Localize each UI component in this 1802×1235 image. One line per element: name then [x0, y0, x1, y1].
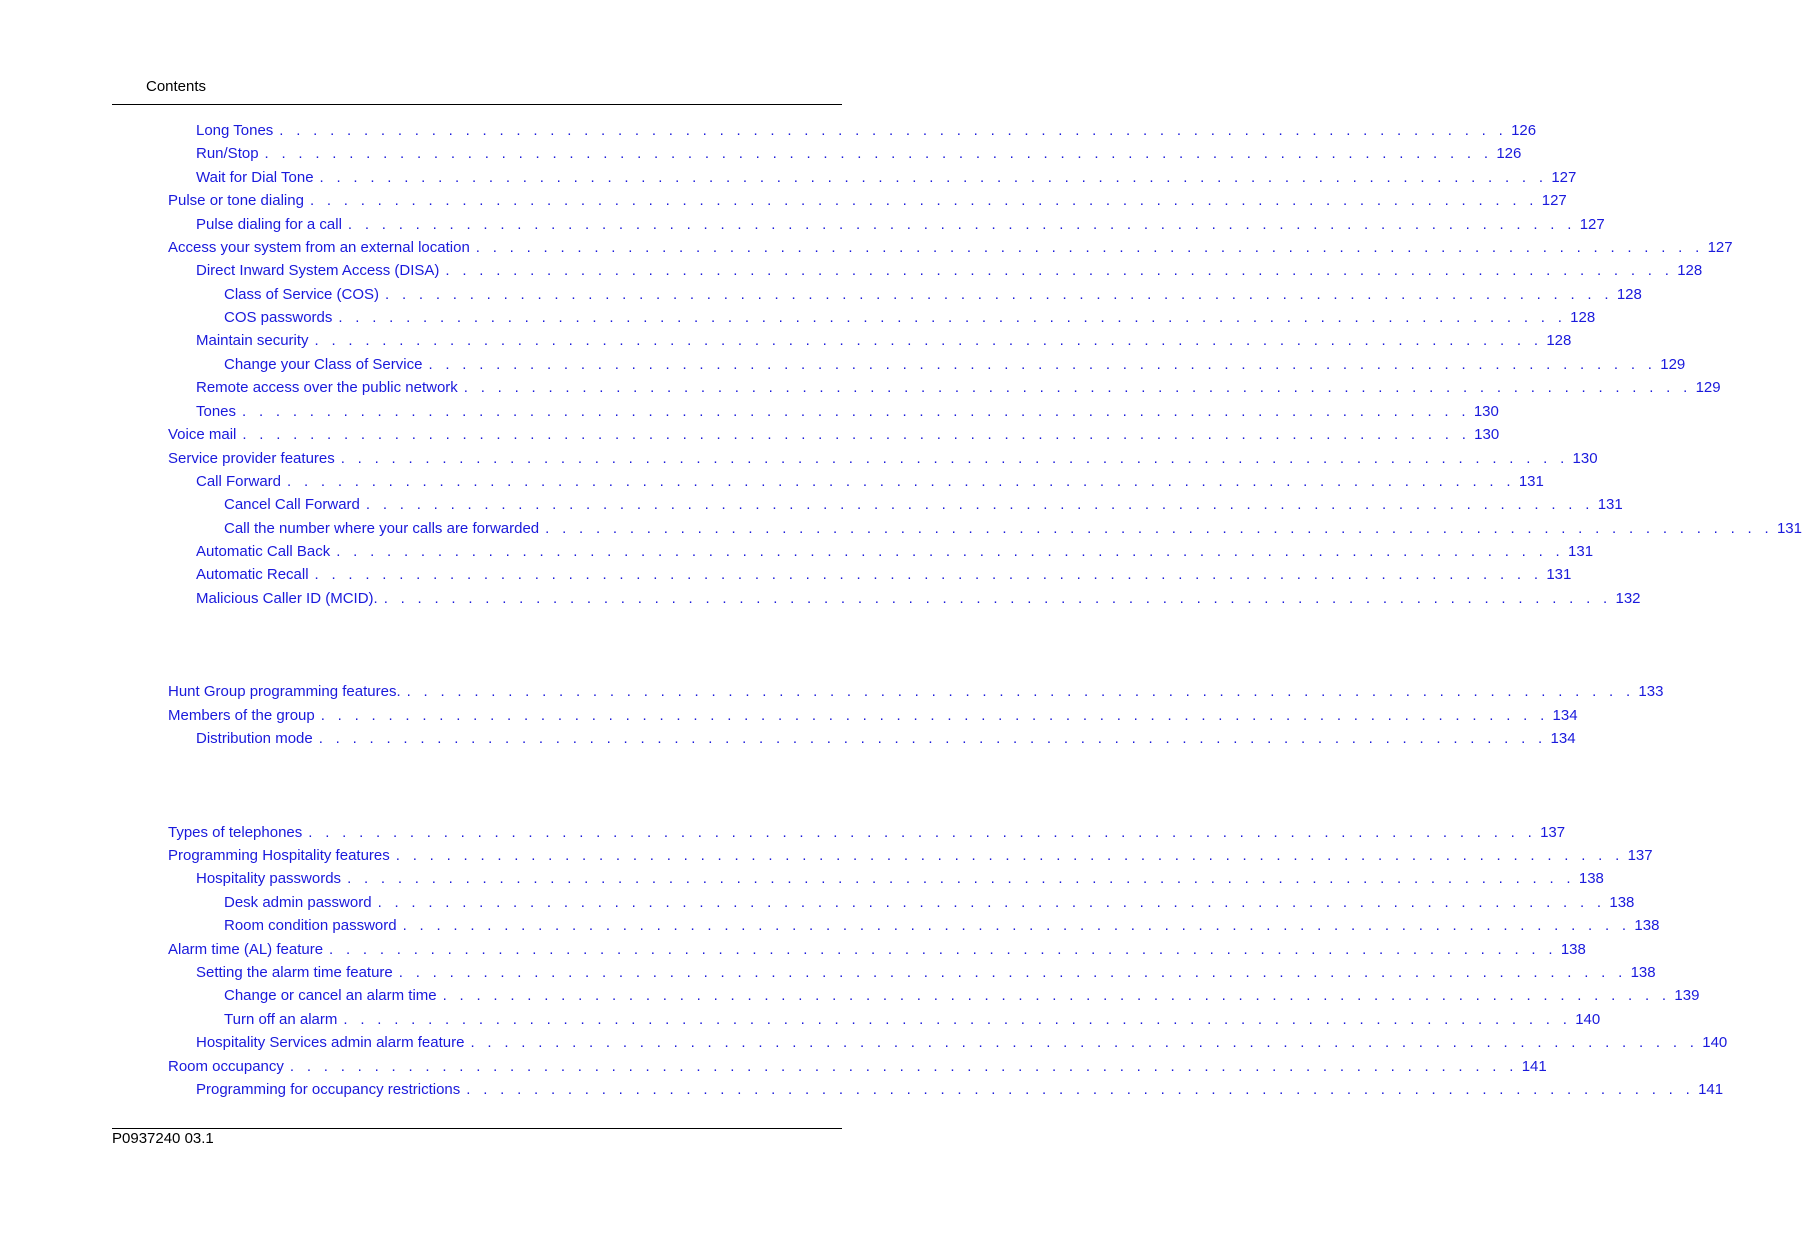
toc-entry-page-number: 138 — [1560, 941, 1586, 958]
toc-dot-leader: . . . . . . . . . . . . . . . . . . . . . . . . . . . . . . . . . . . . . . . . . . . . . . . . . . . . . . . . . . . . . . . . . . . . . . . . . — [347, 216, 1576, 233]
toc-dot-leader: . . . . . . . . . . . . . . . . . . . . . . . . . . . . . . . . . . . . . . . . . . . . . . . . . . . . . . . . . . . . . . . . . . . . . . . . . — [314, 566, 1543, 583]
toc-entry-page-number: 129 — [1695, 379, 1721, 396]
toc-dot-leader: . . . . . . . . . . . . . . . . . . . . . . . . . . . . . . . . . . . . . . . . . . . . . . . . . . . . . . . . . . . . . . . . . . . . . . . . . — [336, 543, 1565, 560]
toc-entry[interactable] — [196, 143, 1522, 165]
toc-entry-page-number: 130 — [1473, 403, 1499, 420]
toc-dot-leader: . . . . . . . . . . . . . . . . . . . . . . . . . . . . . . . . . . . . . . . . . . . . . . . . . . . . . . . . . . . . . . . . . . . . . . . . . — [338, 309, 1567, 326]
toc-dot-leader: . . . . . . . . . . . . . . . . . . . . . . . . . . . . . . . . . . . . . . . . . . . . . . . . . . . . . . . . . . . . . . . . . . . . . . . . . — [347, 870, 1575, 887]
toc-entry[interactable] — [196, 1079, 1724, 1101]
toc-entry[interactable] — [196, 377, 1721, 399]
toc-entry[interactable] — [196, 401, 1499, 423]
toc-entry-page-number: 131 — [1597, 496, 1623, 513]
toc-entry-page-number: 130 — [1474, 426, 1500, 443]
toc-entry[interactable] — [168, 705, 1578, 727]
toc-entry[interactable] — [196, 1032, 1728, 1054]
toc-dot-leader: . . . . . . . . . . . . . . . . . . . . . . . . . . . . . . . . . . . . . . . . . . . . . . . . . . . . . . . . . . . . . . . . . . . . . . . . . — [445, 262, 1674, 279]
toc-entry-label: Members of the group — [168, 707, 315, 724]
toc-entry[interactable] — [224, 494, 1623, 516]
toc-entry[interactable] — [196, 588, 1641, 610]
toc-dot-leader: . . . . . . . . . . . . . . . . . . . . . . . . . . . . . . . . . . . . . . . . . . . . . . . . . . . . . . . . . . . . . . . . . . . . . . . . . — [442, 987, 1671, 1004]
toc-dot-leader: . . . . . . . . . . . . . . . . . . . . . . . . . . . . . . . . . . . . . . . . . . . . . . . . . . . . . . . . . . . . . . . . . . . . . . . . . — [340, 450, 1569, 467]
toc-dot-leader: . . . . . . . . . . . . . . . . . . . . . . . . . . . . . . . . . . . . . . . . . . . . . . . . . . . . . . . . . . . . . . . . . . . . . . . . . — [385, 286, 1613, 303]
toc-entry-label: Room condition password — [224, 917, 397, 934]
toc-entry-label: Distribution mode — [196, 730, 313, 747]
toc-dot-leader: . . . . . . . . . . . . . . . . . . . . . . . . . . . . . . . . . . . . . . . . . . . . . . . . . . . . . . . . . . . . . . . . . . . . . . . . . — [395, 847, 1624, 864]
toc-dot-leader: . . . . . . . . . . . . . . . . . . . . . . . . . . . . . . . . . . . . . . . . . . . . . . . . . . . . . . . . . . . . . . . . . . . . . . . . . — [287, 473, 1515, 490]
toc-entry-page-number: 140 — [1702, 1034, 1728, 1051]
toc-entry-page-number: 138 — [1578, 870, 1604, 887]
toc-entry[interactable] — [168, 190, 1567, 212]
toc-entry-label: Hospitality passwords — [196, 870, 342, 887]
toc-dot-leader: . . . . . . . . . . . . . . . . . . . . . . . . . . . . . . . . . . . . . . . . . . . . . . . . . . . . . . . . . . . . . . . . . . . . . . . . . — [314, 332, 1543, 349]
toc-dot-leader: . . . . . . . . . . . . . . . . . . . . . . . . . . . . . . . . . . . . . . . . . . . . . . . . . . . . . . . . . . . . . . . . . . . . . . . . . — [545, 520, 1773, 537]
toc-entry-page-number: 138 — [1634, 917, 1660, 934]
toc-entry[interactable] — [224, 284, 1642, 306]
toc-entry-label: Room occupancy — [168, 1058, 284, 1075]
toc-entry-label: Turn off an alarm — [224, 1011, 338, 1028]
toc-entry-label: Programming Hospitality features — [168, 847, 390, 864]
toc-dot-leader: . . . . . . . . . . . . . . . . . . . . . . . . . . . . . . . . . . . . . . . . . . . . . . . . . . . . . . . . . . . . . . . . . . . . . . . . . — [308, 824, 1537, 841]
toc-entry-label: Change or cancel an alarm time — [224, 987, 437, 1004]
toc-entry-page-number: 128 — [1570, 309, 1596, 326]
toc-dot-leader: . . . . . . . . . . . . . . . . . . . . . . . . . . . . . . . . . . . . . . . . . . . . . . . . . . . . . . . . . . . . . . . . . . . . . . . . . — [242, 403, 1470, 420]
toc-entry-label: Service provider features — [168, 450, 335, 467]
toc-entry-label: Remote access over the public network — [196, 379, 458, 396]
toc-entry-page-number: 131 — [1546, 566, 1572, 583]
toc-dot-leader: . . . . . . . . . . . . . . . . . . . . . . . . . . . . . . . . . . . . . . . . . . . . . . . . . . . . . . . . . . . . . . . . . . . . . . . . . — [343, 1011, 1572, 1028]
toc-entry[interactable] — [196, 214, 1605, 236]
toc-entry-label: Change your Class of Service — [224, 356, 423, 373]
toc-dot-leader: . . . . . . . . . . . . . . . . . . . . . . . . . . . . . . . . . . . . . . . . . . . . . . . . . . . . . . . . . . . . . . . . . . . . . . . . . — [398, 964, 1627, 981]
toc-entry[interactable] — [196, 120, 1537, 142]
toc-entry-page-number: 126 — [1496, 145, 1522, 162]
toc-entry[interactable] — [224, 892, 1635, 914]
toc-entry[interactable] — [196, 868, 1604, 890]
toc-entry-page-number: 128 — [1546, 332, 1572, 349]
toc-entry[interactable] — [168, 1056, 1547, 1078]
toc-entry-label: Tones — [196, 403, 237, 420]
page-header-title: Contents — [146, 78, 207, 95]
toc-entry-label: Malicious Caller ID (MCID). — [196, 590, 378, 607]
toc-dot-leader: . . . . . . . . . . . . . . . . . . . . . . . . . . . . . . . . . . . . . . . . . . . . . . . . . . . . . . . . . . . . . . . . . . . . . . . . . — [475, 239, 1704, 256]
toc-entry-label: Cancel Call Forward — [224, 496, 360, 513]
toc-entry-label: Automatic Recall — [196, 566, 309, 583]
toc-entry-page-number: 127 — [1707, 239, 1733, 256]
toc-entry-label: Voice mail — [168, 426, 237, 443]
toc-dot-leader: . . . . . . . . . . . . . . . . . . . . . . . . . . . . . . . . . . . . . . . . . . . . . . . . . . . . . . . . . . . . . . . . . . . . . . . . . — [279, 122, 1508, 139]
toc-entry-label: Call the number where your calls are forwarded — [224, 520, 540, 537]
toc-entry-label: Direct Inward System Access (DISA) — [196, 262, 440, 279]
toc-entry-label: Call Forward — [196, 473, 282, 490]
toc-entry-label: Types of telephones — [168, 824, 303, 841]
toc-entry-page-number: 131 — [1568, 543, 1594, 560]
toc-entry-page-number: 126 — [1511, 122, 1537, 139]
toc-entry[interactable] — [196, 564, 1572, 586]
toc-dot-leader: . . . . . . . . . . . . . . . . . . . . . . . . . . . . . . . . . . . . . . . . . . . . . . . . . . . . . . . . . . . . . . . . . . . . . . . . . — [402, 917, 1631, 934]
toc-dot-leader: . . . . . . . . . . . . . . . . . . . . . . . . . . . . . . . . . . . . . . . . . . . . . . . . . . . . . . . . . . . . . . . . . . . . . . . . . — [470, 1034, 1699, 1051]
toc-dot-leader: . . . . . . . . . . . . . . . . . . . . . . . . . . . . . . . . . . . . . . . . . . . . . . . . . . . . . . . . . . . . . . . . . . . . . . . . . — [264, 145, 1493, 162]
toc-entry-page-number: 139 — [1674, 987, 1700, 1004]
toc-dot-leader: . . . . . . . . . . . . . . . . . . . . . . . . . . . . . . . . . . . . . . . . . . . . . . . . . . . . . . . . . . . . . . . . . . . . . . . . . — [242, 426, 1471, 443]
toc-entry-page-number: 137 — [1627, 847, 1653, 864]
toc-entry[interactable] — [196, 471, 1544, 493]
toc-entry-page-number: 141 — [1698, 1081, 1724, 1098]
toc-dot-leader: . . . . . . . . . . . . . . . . . . . . . . . . . . . . . . . . . . . . . . . . . . . . . . . . . . . . . . . . . . . . . . . . . . . . . . . . . — [329, 941, 1557, 958]
toc-entry-label: Alarm time (AL) feature — [168, 941, 324, 958]
toc-entry-page-number: 133 — [1638, 683, 1664, 700]
toc-dot-leader: . . . . . . . . . . . . . . . . . . . . . . . . . . . . . . . . . . . . . . . . . . . . . . . . . . . . . . . . . . . . . . . . . . . . . . . . . — [377, 894, 1606, 911]
toc-entry[interactable] — [168, 939, 1586, 961]
toc-entry-page-number: 127 — [1541, 192, 1567, 209]
toc-entry-page-number: 141 — [1521, 1058, 1547, 1075]
toc-entry[interactable] — [168, 424, 1500, 446]
toc-entry[interactable] — [168, 822, 1566, 844]
toc-dot-leader: . . . . . . . . . . . . . . . . . . . . . . . . . . . . . . . . . . . . . . . . . . . . . . . . . . . . . . . . . . . . . . . . . . . . . . . . . — [466, 1081, 1695, 1098]
toc-entry-page-number: 137 — [1540, 824, 1566, 841]
toc-entry[interactable] — [196, 260, 1703, 282]
toc-entry-label: Automatic Call Back — [196, 543, 331, 560]
toc-dot-leader: . . . . . . . . . . . . . . . . . . . . . . . . . . . . . . . . . . . . . . . . . . . . . . . . . . . . . . . . . . . . . . . . . . . . . . . . . — [365, 496, 1594, 513]
toc-entry-page-number: 129 — [1660, 356, 1686, 373]
toc-entry-page-number: 130 — [1572, 450, 1598, 467]
footer-document-id: P0937240 03.1 — [112, 1130, 214, 1147]
toc-entry-label: Setting the alarm time feature — [196, 964, 393, 981]
toc-entry[interactable] — [168, 681, 1664, 703]
toc-entry-label: Hospitality Services admin alarm feature — [196, 1034, 465, 1051]
toc-entry-label: Access your system from an external location — [168, 239, 470, 256]
toc-entry-page-number: 140 — [1575, 1011, 1601, 1028]
header-rule — [112, 104, 842, 105]
toc-entry-page-number: 127 — [1579, 216, 1605, 233]
toc-dot-leader: . . . . . . . . . . . . . . . . . . . . . . . . . . . . . . . . . . . . . . . . . . . . . . . . . . . . . . . . . . . . . . . . . . . . . . . . . — [428, 356, 1657, 373]
toc-entry-page-number: 127 — [1551, 169, 1577, 186]
toc-dot-leader: . . . . . . . . . . . . . . . . . . . . . . . . . . . . . . . . . . . . . . . . . . . . . . . . . . . . . . . . . . . . . . . . . . . . . . . . . — [320, 707, 1549, 724]
toc-dot-leader: . . . . . . . . . . . . . . . . . . . . . . . . . . . . . . . . . . . . . . . . . . . . . . . . . . . . . . . . . . . . . . . . . . . . . . . . . — [309, 192, 1538, 209]
toc-entry-page-number: 131 — [1518, 473, 1544, 490]
toc-entry-label: Pulse or tone dialing — [168, 192, 304, 209]
toc-entry-page-number: 134 — [1550, 730, 1576, 747]
toc-entry-page-number: 128 — [1616, 286, 1642, 303]
toc-entry[interactable] — [224, 307, 1596, 329]
toc-entry-label: Run/Stop — [196, 145, 259, 162]
toc-entry-page-number: 138 — [1630, 964, 1656, 981]
toc-entry-label: Desk admin password — [224, 894, 372, 911]
toc-entry[interactable] — [224, 985, 1700, 1007]
toc-entry[interactable] — [196, 541, 1594, 563]
toc-entry-page-number: 131 — [1776, 520, 1802, 537]
toc-entry-label: Long Tones — [196, 122, 274, 139]
toc-entry[interactable] — [196, 962, 1656, 984]
toc-entry[interactable] — [168, 845, 1653, 867]
toc-entry-label: Wait for Dial Tone — [196, 169, 314, 186]
toc-dot-leader: . . . . . . . . . . . . . . . . . . . . . . . . . . . . . . . . . . . . . . . . . . . . . . . . . . . . . . . . . . . . . . . . . . . . . . . . . — [463, 379, 1692, 396]
toc-entry[interactable] — [224, 518, 1802, 540]
toc-dot-leader: . . . . . . . . . . . . . . . . . . . . . . . . . . . . . . . . . . . . . . . . . . . . . . . . . . . . . . . . . . . . . . . . . . . . . . . . . — [383, 590, 1612, 607]
toc-entry-label: Programming for occupancy restrictions — [196, 1081, 461, 1098]
toc-entry[interactable] — [168, 448, 1598, 470]
toc-entry[interactable] — [224, 354, 1686, 376]
toc-entry-page-number: 132 — [1615, 590, 1641, 607]
toc-entry[interactable] — [196, 167, 1577, 189]
toc-entry[interactable] — [196, 330, 1572, 352]
toc-entry-page-number: 128 — [1677, 262, 1703, 279]
toc-entry-label: Pulse dialing for a call — [196, 216, 342, 233]
toc-entry[interactable] — [196, 728, 1576, 750]
toc-entry-page-number: 134 — [1552, 707, 1578, 724]
toc-entry[interactable] — [168, 237, 1733, 259]
toc-entry[interactable] — [224, 915, 1660, 937]
footer-rule — [112, 1128, 842, 1129]
toc-entry-label: Hunt Group programming features. — [168, 683, 401, 700]
toc-entry[interactable] — [224, 1009, 1601, 1031]
toc-entry-label: Class of Service (COS) — [224, 286, 380, 303]
toc-entry-label: COS passwords — [224, 309, 333, 326]
toc-dot-leader: . . . . . . . . . . . . . . . . . . . . . . . . . . . . . . . . . . . . . . . . . . . . . . . . . . . . . . . . . . . . . . . . . . . . . . . . . — [406, 683, 1635, 700]
toc-entry-label: Maintain security — [196, 332, 309, 349]
toc-entry-page-number: 138 — [1609, 894, 1635, 911]
toc-dot-leader: . . . . . . . . . . . . . . . . . . . . . . . . . . . . . . . . . . . . . . . . . . . . . . . . . . . . . . . . . . . . . . . . . . . . . . . . . — [318, 730, 1547, 747]
toc-dot-leader: . . . . . . . . . . . . . . . . . . . . . . . . . . . . . . . . . . . . . . . . . . . . . . . . . . . . . . . . . . . . . . . . . . . . . . . . . — [289, 1058, 1518, 1075]
toc-dot-leader: . . . . . . . . . . . . . . . . . . . . . . . . . . . . . . . . . . . . . . . . . . . . . . . . . . . . . . . . . . . . . . . . . . . . . . . . . — [319, 169, 1548, 186]
